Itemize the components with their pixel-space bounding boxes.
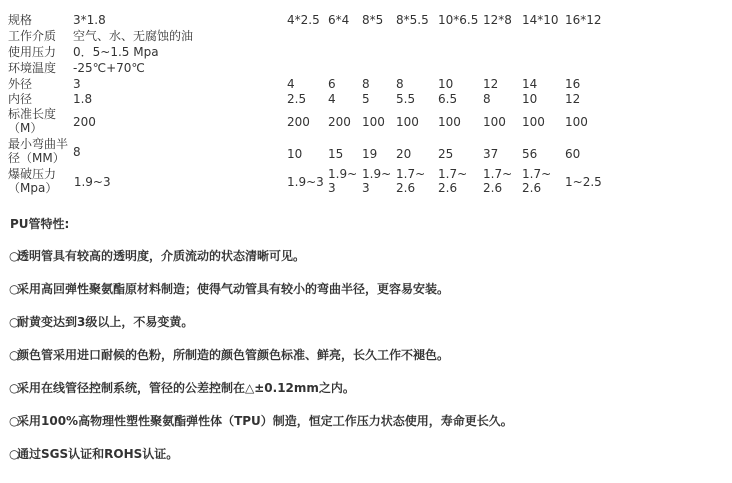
spec-label: 外径	[8, 77, 33, 91]
feature-text: 采用高回弹性聚氨酯原材料制造；使得气动管具有较小的弯曲半径，更容易安装。	[17, 282, 450, 296]
spec-value: 1.9~ 3	[328, 167, 358, 195]
spec-label: 标准长度 （M）	[8, 107, 57, 135]
spec-value: 100	[483, 115, 506, 129]
spec-value: 37	[483, 147, 499, 161]
feature-item	[9, 247, 305, 264]
spec-value: 200	[73, 115, 96, 129]
spec-value: 10	[287, 147, 303, 161]
spec-value: 0．5~1.5 Mpa	[73, 45, 159, 59]
spec-value: 5.5	[396, 92, 416, 106]
feature-item	[9, 346, 449, 363]
bullet-icon: ○	[9, 348, 20, 362]
spec-value: 100	[522, 115, 545, 129]
spec-value: 8	[483, 92, 491, 106]
spec-value: 19	[362, 147, 378, 161]
feature-text: 采用在线管径控制系统，管径的公差控制在△±0.12mm之内。	[17, 381, 355, 395]
spec-label: 爆破压力 （Mpa）	[8, 167, 58, 195]
spec-value: 1.8	[73, 92, 93, 106]
spec-value: 空气、水、无腐蚀的油	[73, 29, 194, 43]
bullet-icon: ○	[9, 282, 20, 296]
spec-value: 4	[328, 92, 336, 106]
spec-value: 8*5.5	[396, 13, 429, 27]
spec-value: 5	[362, 92, 370, 106]
spec-label: 规格	[8, 13, 33, 27]
feature-item	[9, 379, 355, 396]
spec-value: -25℃+70℃	[73, 61, 145, 75]
feature-text: 通过SGS认证和ROHS认证。	[17, 447, 179, 461]
bullet-icon: ○	[9, 447, 20, 461]
spec-value: 4	[287, 77, 295, 91]
spec-value: 10*6.5	[438, 13, 479, 27]
spec-value: 12	[565, 92, 581, 106]
feature-item	[9, 445, 178, 462]
spec-value: 100	[396, 115, 419, 129]
spec-value: 8	[396, 77, 404, 91]
spec-table	[8, 13, 732, 198]
spec-label: 使用压力	[8, 45, 57, 59]
spec-value: 8	[73, 145, 81, 159]
spec-value: 8	[362, 77, 370, 91]
spec-value: 14	[522, 77, 538, 91]
spec-label: 工作介质	[8, 29, 57, 43]
feature-text: 颜色管采用进口耐候的色粉，所制造的颜色管颜色标准、鲜亮，长久工作不褪色。	[17, 348, 450, 362]
bullet-icon: ○	[9, 249, 20, 263]
spec-value: 16*12	[565, 13, 602, 27]
spec-value: 6	[328, 77, 336, 91]
features-heading: PU管特性:	[10, 217, 70, 231]
spec-value: 4*2.5	[287, 13, 320, 27]
spec-value: 3*1.8	[73, 13, 106, 27]
spec-value: 1.7~ 2.6	[438, 167, 468, 195]
feature-item	[9, 280, 449, 297]
feature-item	[9, 412, 513, 429]
spec-label: 内径	[8, 92, 33, 106]
spec-value: 25	[438, 147, 454, 161]
spec-value: 16	[565, 77, 581, 91]
spec-value: 1.9~3	[287, 175, 324, 189]
spec-value: 1.9~ 3	[362, 167, 392, 195]
spec-value: 1.9~3	[70, 175, 111, 189]
spec-value: 15	[328, 147, 344, 161]
feature-item	[9, 313, 193, 330]
spec-value: 100	[438, 115, 461, 129]
spec-value: 10	[438, 77, 454, 91]
spec-value: 10	[522, 92, 538, 106]
spec-value: 14*10	[522, 13, 559, 27]
spec-value: 1.7~ 2.6	[396, 167, 426, 195]
spec-value: 200	[328, 115, 351, 129]
feature-text: 耐黄变达到3级以上，不易变黄。	[17, 315, 194, 329]
spec-label: 环境温度	[8, 61, 57, 75]
spec-value: 1~2.5	[565, 175, 602, 189]
bullet-icon: ○	[9, 381, 20, 395]
spec-value: 3	[73, 77, 81, 91]
spec-value: 100	[565, 115, 588, 129]
spec-value: 6.5	[438, 92, 458, 106]
spec-value: 1.7~ 2.6	[483, 167, 513, 195]
feature-text: 透明管具有较高的透明度，介质流动的状态清晰可见。	[17, 249, 306, 263]
spec-value: 60	[565, 147, 581, 161]
bullet-icon: ○	[9, 315, 20, 329]
spec-value: 56	[522, 147, 538, 161]
spec-value: 12*8	[483, 13, 512, 27]
spec-value: 6*4	[328, 13, 350, 27]
bullet-icon: ○	[9, 414, 20, 428]
spec-value: 200	[287, 115, 310, 129]
spec-value: 20	[396, 147, 412, 161]
spec-value: 1.7~ 2.6	[522, 167, 552, 195]
spec-value: 12	[483, 77, 499, 91]
spec-label: 最小弯曲半 径（MM）	[8, 137, 69, 165]
spec-value: 2.5	[287, 92, 307, 106]
spec-value: 100	[362, 115, 385, 129]
feature-text: 采用100%高物理性塑性聚氨酯弹性体（TPU）制造，恒定工作压力状态使用，寿命更长久。	[17, 414, 513, 428]
spec-value: 8*5	[362, 13, 384, 27]
